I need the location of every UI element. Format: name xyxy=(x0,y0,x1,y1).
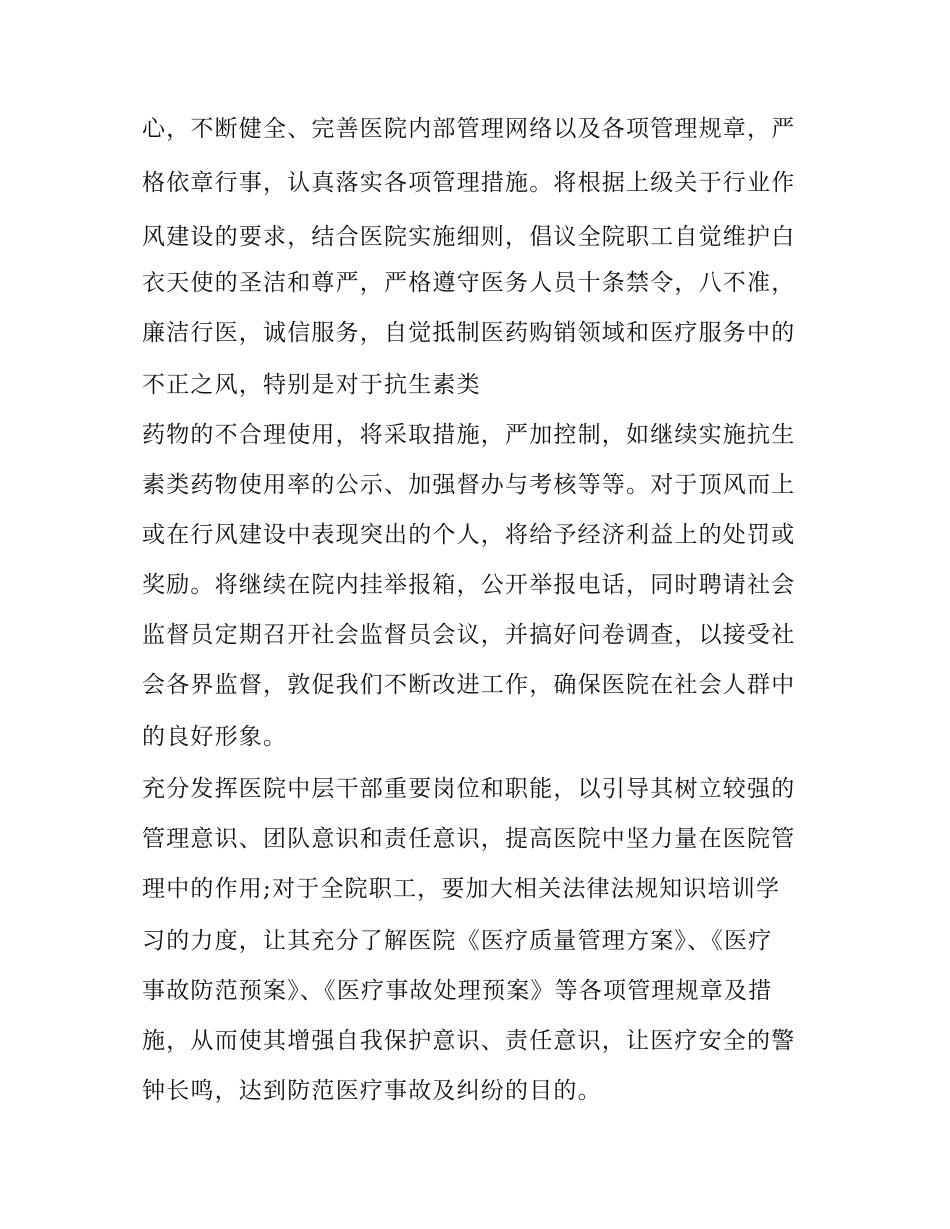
text-line: 习的力度，让其充分了解医院《医疗质量管理方案》、《医疗 xyxy=(142,928,773,954)
text-line: 充分发挥医院中层干部重要岗位和职能，以引导其树立较强的 xyxy=(142,776,796,802)
text-line: 的良好形象。 xyxy=(142,724,288,750)
text-line: 药物的不合理使用，将采取措施，严加控制，如继续实施抗生 xyxy=(142,422,796,448)
text-line: 理中的作用;对于全院职工，要加大相关法律法规知识培训学 xyxy=(142,876,781,902)
text-line: 钟长鸣，达到防范医疗事故及纠纷的目的。 xyxy=(142,1078,602,1104)
text-line: 衣天使的圣洁和尊严，严格遵守医务人员十条禁令，八不准， xyxy=(142,270,796,296)
text-line: 素类药物使用率的公示、加强督办与考核等等。对于顶风而上 xyxy=(142,472,796,498)
text-line: 事故防范预案》、《医疗事故处理预案》等各项管理规章及措 xyxy=(142,978,773,1004)
text-line: 廉洁行医，诚信服务，自觉抵制医药购销领域和医疗服务中的 xyxy=(142,320,796,346)
text-line: 不正之风，特别是对于抗生素类 xyxy=(142,372,481,398)
text-line: 会各界监督，敦促我们不断改进工作，确保医院在社会人群中 xyxy=(142,672,796,698)
text-line: 或在行风建设中表现突出的个人，将给予经济利益上的处罚或 xyxy=(142,522,796,548)
text-line: 监督员定期召开社会监督员会议，并搞好问卷调查，以接受社 xyxy=(142,622,796,648)
text-line: 格依章行事，认真落实各项管理措施。将根据上级关于行业作 xyxy=(142,170,796,196)
text-line: 施，从而使其增强自我保护意识、责任意识，让医疗安全的警 xyxy=(142,1028,796,1054)
text-line: 心，不断健全、完善医院内部管理网络以及各项管理规章，严 xyxy=(142,116,796,142)
text-line: 风建设的要求，结合医院实施细则，倡议全院职工自觉维护白 xyxy=(142,224,796,250)
text-line: 奖励。将继续在院内挂举报箱，公开举报电话，同时聘请社会 xyxy=(142,572,796,598)
text-line: 管理意识、团队意识和责任意识，提高医院中坚力量在医院管 xyxy=(142,826,796,852)
